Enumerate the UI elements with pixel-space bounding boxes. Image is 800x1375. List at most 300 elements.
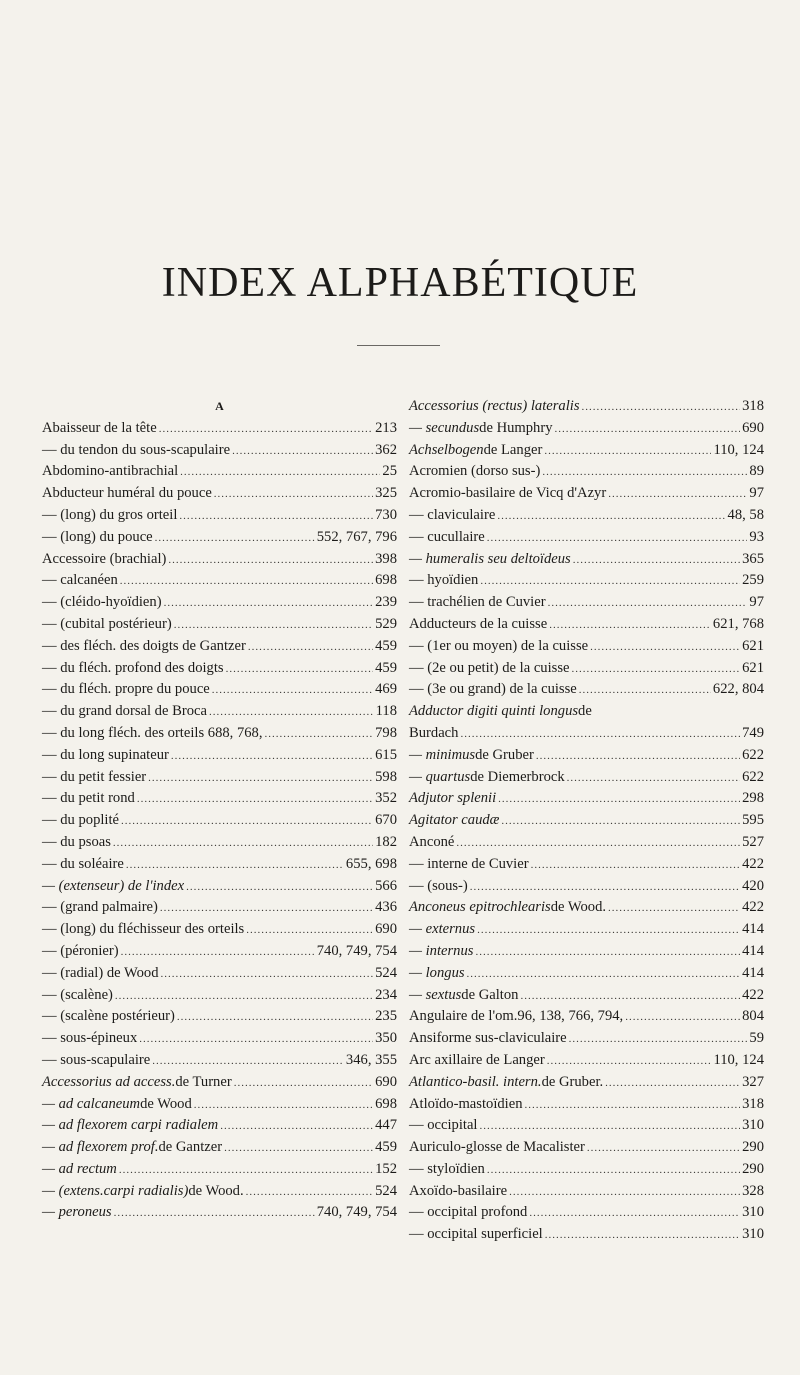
index-entry <box>42 483 397 505</box>
leader-dots <box>139 1029 373 1051</box>
index-entry <box>42 461 397 483</box>
entry-pages: 730 <box>375 506 397 523</box>
index-entry <box>409 701 764 723</box>
leader-dots <box>480 1116 741 1138</box>
entry-pages: 622 <box>742 746 764 763</box>
title-rule <box>357 345 440 346</box>
leader-dots <box>224 1138 373 1160</box>
entry-label: Arc axillaire de Langer <box>409 1051 545 1068</box>
leader-dots <box>246 1182 373 1204</box>
index-entry <box>42 723 397 745</box>
leader-dots <box>582 397 741 419</box>
leader-dots <box>456 833 740 855</box>
entry-pages: 622, 804 <box>712 681 764 698</box>
entry-pages: 118 <box>375 703 397 720</box>
entry-label: — (1er ou moyen) de la cuisse <box>409 637 589 654</box>
entry-label: — ad rectum <box>42 1160 117 1177</box>
entry-pages: 352 <box>375 790 397 807</box>
index-entry <box>409 636 764 658</box>
leader-dots <box>226 659 374 681</box>
entry-pages: 235 <box>375 1008 397 1025</box>
index-entry <box>42 897 397 919</box>
leader-dots <box>536 746 740 768</box>
leader-dots <box>177 1007 373 1029</box>
entry-pages: 621, 768 <box>712 615 764 632</box>
index-entry <box>42 679 397 701</box>
entry-label: Ansiforme sus-claviculaire <box>409 1030 567 1047</box>
index-entry <box>409 767 764 789</box>
index-entry <box>42 570 397 592</box>
index-entry <box>42 636 397 658</box>
index-entry <box>42 592 397 614</box>
leader-dots <box>475 942 740 964</box>
entry-label: Acromien (dorso sus-) <box>409 463 541 480</box>
entry-label: Achselbogen <box>409 441 484 458</box>
index-entry <box>409 592 764 614</box>
index-entry <box>409 418 764 440</box>
index-entry <box>409 549 764 571</box>
index-column-left <box>42 396 397 1224</box>
leader-dots <box>549 615 711 637</box>
index-entry <box>42 1115 397 1137</box>
leader-dots <box>174 615 373 637</box>
entry-label: — (cubital postérieur) <box>42 615 172 632</box>
leader-dots <box>547 1051 712 1073</box>
entry-label: — peroneus <box>42 1204 112 1221</box>
entry-pages: 529 <box>375 615 397 632</box>
leader-dots <box>525 1095 741 1117</box>
index-entry <box>409 941 764 963</box>
entry-label: — (radial) de Wood <box>42 964 159 981</box>
entry-label: — du psoas <box>42 833 111 850</box>
leader-dots <box>246 920 373 942</box>
index-entry <box>42 1159 397 1181</box>
entry-pages: 621 <box>742 659 764 676</box>
entry-label: — (cléido-hyoïdien) <box>42 594 162 611</box>
entry-pages: 48, 58 <box>727 506 764 523</box>
entry-label: Atlantico-basil. intern. <box>409 1073 542 1090</box>
entry-label: — internus <box>409 942 474 959</box>
index-entry <box>42 549 397 571</box>
entry-pages: 318 <box>742 1095 764 1112</box>
entry-pages: 552, 767, 796 <box>316 528 397 545</box>
entry-pages: 213 <box>375 419 397 436</box>
index-entry <box>409 1181 764 1203</box>
entry-label: Angulaire de l'om.96, 138, 766, 794, <box>409 1008 624 1025</box>
index-entry <box>409 614 764 636</box>
entry-pages: 110, 124 <box>713 441 764 458</box>
index-entry <box>409 897 764 919</box>
index-entry <box>409 570 764 592</box>
entry-pages: 97 <box>749 594 764 611</box>
index-entry <box>42 810 397 832</box>
entry-pages: 182 <box>375 833 397 850</box>
entry-pages: 310 <box>742 1204 764 1221</box>
entry-label: — externus <box>409 921 476 938</box>
index-entry <box>409 1159 764 1181</box>
index-entry <box>409 788 764 810</box>
entry-label: Abaisseur de la tête <box>42 419 157 436</box>
entry-label: — du soléaire <box>42 855 124 872</box>
entry-label: — trachélien de Cuvier <box>409 594 546 611</box>
leader-dots <box>567 768 740 790</box>
index-entry <box>409 985 764 1007</box>
index-entry <box>409 658 764 680</box>
entry-pages: 234 <box>375 986 397 1003</box>
entry-author: de Langer <box>483 441 543 458</box>
leader-dots <box>608 484 747 506</box>
entry-pages: 422 <box>742 986 764 1003</box>
index-entry <box>409 854 764 876</box>
entry-label: — secundus <box>409 419 480 436</box>
index-entry <box>42 1181 397 1203</box>
leader-dots <box>126 855 344 877</box>
leader-dots <box>152 1051 344 1073</box>
entry-pages: 740, 749, 754 <box>316 942 397 959</box>
entry-author: de Wood <box>140 1095 192 1112</box>
entry-label: Adductor digiti quinti longus <box>409 703 579 720</box>
leader-dots <box>531 855 741 877</box>
entry-author: de Humphry <box>479 419 553 436</box>
leader-dots <box>477 920 740 942</box>
entry-author: de Gantzer <box>158 1139 223 1156</box>
index-entry <box>409 919 764 941</box>
entry-label: — (sous-) <box>409 877 468 894</box>
leader-dots <box>180 462 380 484</box>
leader-dots <box>212 680 373 702</box>
leader-dots <box>120 571 373 593</box>
entry-pages: 259 <box>742 572 764 589</box>
leader-dots <box>460 724 740 746</box>
entry-author: de Turner <box>175 1073 232 1090</box>
index-entry <box>409 745 764 767</box>
entry-label: — sextus <box>409 986 462 1003</box>
leader-dots <box>571 659 740 681</box>
entry-label: — (3e ou grand) de la cuisse <box>409 681 577 698</box>
entry-author: de Diemerbrock <box>470 768 565 785</box>
entry-label: — hyoïdien <box>409 572 479 589</box>
index-entry <box>409 832 764 854</box>
leader-dots <box>148 768 373 790</box>
entry-pages: 239 <box>375 594 397 611</box>
entry-pages: 328 <box>742 1182 764 1199</box>
entry-pages: 422 <box>742 899 764 916</box>
entry-label: — sous-épineux <box>42 1030 138 1047</box>
leader-dots <box>545 1225 740 1247</box>
entry-pages: 414 <box>742 921 764 938</box>
entry-label: Adducteurs de la cuisse <box>409 615 548 632</box>
index-entry <box>42 788 397 810</box>
leader-dots <box>234 1073 373 1095</box>
leader-dots <box>186 877 373 899</box>
index-entry <box>42 832 397 854</box>
leader-dots <box>159 419 373 441</box>
entry-pages: 110, 124 <box>713 1051 764 1068</box>
entry-label: Agitator caudæ <box>409 812 500 829</box>
index-entry <box>409 876 764 898</box>
index-entry <box>42 440 397 462</box>
entry-pages: 698 <box>375 1095 397 1112</box>
entry-label: — quartus <box>409 768 471 785</box>
entry-pages: 527 <box>742 833 764 850</box>
entry-label: Accessorius ad access. <box>42 1073 176 1090</box>
entry-pages: 414 <box>742 942 764 959</box>
entry-pages: 318 <box>742 398 764 414</box>
leader-dots <box>529 1203 740 1225</box>
page-title: INDEX ALPHABÉTIQUE <box>161 260 639 306</box>
entry-label: Axoïdo-basilaire <box>409 1182 508 1199</box>
entry-label: Adjutor splenii <box>409 790 497 807</box>
entry-pages: 622 <box>742 768 764 785</box>
entry-pages: 346, 355 <box>345 1051 397 1068</box>
entry-label: — claviculaire <box>409 506 496 523</box>
leader-dots <box>114 1203 315 1225</box>
entry-label: — (grand palmaire) <box>42 899 158 916</box>
leader-dots <box>544 441 711 463</box>
index-entry <box>409 396 764 418</box>
index-entry <box>42 1050 397 1072</box>
leader-dots <box>590 637 740 659</box>
leader-dots <box>579 680 711 702</box>
entry-label: — du tendon du sous-scapulaire <box>42 441 231 458</box>
entry-label: — du petit fessier <box>42 768 147 785</box>
entry-author: de Gruber <box>475 746 534 763</box>
index-entry <box>42 614 397 636</box>
entry-pages: 690 <box>742 419 764 436</box>
entry-pages: 398 <box>375 550 397 567</box>
entry-label: — du poplité <box>42 812 120 829</box>
entry-label: — (long) du pouce <box>42 528 153 545</box>
entry-pages: 690 <box>375 921 397 938</box>
leader-dots <box>605 1073 740 1095</box>
leader-dots <box>194 1095 373 1117</box>
leader-dots <box>497 506 725 528</box>
entry-label: Burdach <box>409 724 459 741</box>
index-entry <box>42 701 397 723</box>
entry-author: de Wood. <box>188 1182 244 1199</box>
entry-pages: 615 <box>375 746 397 763</box>
entry-pages: 598 <box>375 768 397 785</box>
entry-pages: 804 <box>742 1008 764 1025</box>
index-entry <box>42 876 397 898</box>
entry-pages: 655, 698 <box>345 855 397 872</box>
entry-label: — (2e ou petit) de la cuisse <box>409 659 570 676</box>
entry-label: — styloïdien <box>409 1160 485 1177</box>
entry-label: — du petit rond <box>42 790 135 807</box>
entry-pages: 798 <box>375 724 397 741</box>
index-entry <box>42 505 397 527</box>
entry-pages: 350 <box>375 1030 397 1047</box>
leader-dots <box>542 462 747 484</box>
entry-label: — minimus <box>409 746 476 763</box>
entry-label: — ad calcaneum <box>42 1095 141 1112</box>
leader-dots <box>265 724 374 746</box>
entry-pages: 59 <box>749 1030 764 1047</box>
entry-label: — longus <box>409 964 465 981</box>
entry-pages: 152 <box>375 1160 397 1177</box>
index-entry <box>42 767 397 789</box>
index-entry <box>409 461 764 483</box>
leader-dots <box>608 898 740 920</box>
index-entry <box>409 505 764 527</box>
entry-label: — (péronier) <box>42 942 119 959</box>
leader-dots <box>509 1182 740 1204</box>
index-column-right <box>409 396 764 1246</box>
entry-pages: 621 <box>742 637 764 654</box>
entry-pages: 698 <box>375 572 397 589</box>
leader-dots <box>232 441 373 463</box>
leader-dots <box>501 811 740 833</box>
entry-label: Acromio-basilaire de Vicq d'Azyr <box>409 485 607 502</box>
index-entry <box>409 1202 764 1224</box>
leader-dots <box>113 833 373 855</box>
entry-author: de Gruber. <box>541 1073 604 1090</box>
entry-label: — calcanéen <box>42 572 118 589</box>
leader-dots <box>119 1160 373 1182</box>
entry-pages: 524 <box>375 1182 397 1199</box>
entry-label: — ad flexorem carpi radialem <box>42 1117 219 1134</box>
entry-pages: 595 <box>742 812 764 829</box>
entry-label: — sous-scapulaire <box>42 1051 151 1068</box>
entry-label: — humeralis seu deltoïdeus <box>409 550 571 567</box>
leader-dots <box>214 484 373 506</box>
index-entry <box>42 854 397 876</box>
entry-pages: 690 <box>375 1073 397 1090</box>
entry-author: de Wood. <box>550 899 607 916</box>
entry-pages: 422 <box>742 855 764 872</box>
index-entry <box>409 810 764 832</box>
leader-dots <box>569 1029 748 1051</box>
entry-label: Atloïdo-mastoïdien <box>409 1095 523 1112</box>
entry-label: Abdomino-antibrachial <box>42 463 179 480</box>
index-entry <box>409 963 764 985</box>
index-entry <box>409 483 764 505</box>
index-entry <box>42 1028 397 1050</box>
index-entry <box>42 1094 397 1116</box>
entry-pages: 740, 749, 754 <box>316 1204 397 1221</box>
entry-pages: 89 <box>749 463 764 480</box>
entry-label: Abducteur huméral du pouce <box>42 485 212 502</box>
entry-label: — du grand dorsal de Broca <box>42 703 207 720</box>
entry-label: — (scalène) <box>42 986 113 1003</box>
entry-label: — du fléch. propre du pouce <box>42 681 210 698</box>
entry-pages: 327 <box>742 1073 764 1090</box>
leader-dots <box>121 942 315 964</box>
entry-pages: 447 <box>375 1117 397 1134</box>
entry-pages: 420 <box>742 877 764 894</box>
leader-dots <box>487 528 748 550</box>
entry-label: Anconeus epitrochlearis <box>409 899 551 916</box>
entry-pages: 749 <box>742 724 764 741</box>
index-entry <box>42 941 397 963</box>
entry-label: — interne de Cuvier <box>409 855 529 872</box>
entry-pages: 310 <box>742 1226 764 1243</box>
leader-dots <box>470 877 740 899</box>
index-entry <box>42 527 397 549</box>
entry-pages: 25 <box>382 463 397 480</box>
index-entry <box>42 919 397 941</box>
entry-pages: 459 <box>375 637 397 654</box>
entry-label: — (long) du gros orteil <box>42 506 178 523</box>
leader-dots <box>467 964 741 986</box>
entry-label: — du long supinateur <box>42 746 169 763</box>
entry-label: — du long fléch. des orteils 688, 768, <box>42 724 263 741</box>
index-entry <box>409 1072 764 1094</box>
entry-pages: 362 <box>375 441 397 458</box>
entry-author: de Galton <box>461 986 519 1003</box>
leader-dots <box>587 1138 740 1160</box>
leader-dots <box>161 964 374 986</box>
index-entry <box>409 527 764 549</box>
index-entry <box>42 1072 397 1094</box>
entry-label: — (extens.carpi radialis) <box>42 1182 189 1199</box>
entry-label: — des fléch. des doigts de Gantzer <box>42 637 246 654</box>
index-entry <box>409 1137 764 1159</box>
entry-pages: 436 <box>375 899 397 916</box>
entry-pages: 566 <box>375 877 397 894</box>
entry-label: — ad flexorem prof. <box>42 1139 159 1156</box>
index-entry <box>42 745 397 767</box>
leader-dots <box>160 898 373 920</box>
section-letter: A <box>215 399 224 413</box>
leader-dots <box>520 986 740 1008</box>
entry-pages: 298 <box>742 790 764 807</box>
entry-label: — (long) du fléchisseur des orteils <box>42 921 245 938</box>
index-entry <box>42 658 397 680</box>
entry-label: Auriculo-glosse de Macalister <box>409 1139 585 1156</box>
leader-dots <box>115 986 373 1008</box>
entry-pages: 414 <box>742 964 764 981</box>
leader-dots <box>487 1160 740 1182</box>
entry-pages: 670 <box>375 812 397 829</box>
index-entry <box>42 1202 397 1224</box>
index-entry <box>409 1224 764 1246</box>
leader-dots <box>179 506 373 528</box>
leader-dots <box>220 1116 373 1138</box>
index-entry <box>409 1094 764 1116</box>
leader-dots <box>137 789 373 811</box>
leader-dots <box>625 1007 740 1029</box>
index-entry <box>409 723 764 745</box>
entry-pages: 290 <box>742 1160 764 1177</box>
entry-pages: 459 <box>375 659 397 676</box>
entry-label: Anconé <box>409 833 455 850</box>
leader-dots <box>209 702 374 724</box>
leader-dots <box>548 593 748 615</box>
leader-dots <box>155 528 315 550</box>
entry-pages: 290 <box>742 1139 764 1156</box>
index-entry <box>42 1137 397 1159</box>
entry-pages: 93 <box>749 528 764 545</box>
index-entry <box>42 963 397 985</box>
index-entry <box>409 1028 764 1050</box>
leader-dots <box>164 593 374 615</box>
entry-pages: 459 <box>375 1139 397 1156</box>
leader-dots <box>480 571 740 593</box>
index-entry <box>409 679 764 701</box>
entry-label: — occipital profond <box>409 1204 528 1221</box>
index-entry <box>42 418 397 440</box>
entry-pages: 469 <box>375 681 397 698</box>
leader-dots <box>168 550 373 572</box>
leader-dots <box>555 419 741 441</box>
entry-pages: 524 <box>375 964 397 981</box>
leader-dots <box>573 550 740 572</box>
entry-pages: 97 <box>749 485 764 502</box>
entry-label: Accessoire (brachial) <box>42 550 167 567</box>
entry-pages: 325 <box>375 485 397 502</box>
entry-label: Accessorius (rectus) lateralis <box>409 398 580 414</box>
